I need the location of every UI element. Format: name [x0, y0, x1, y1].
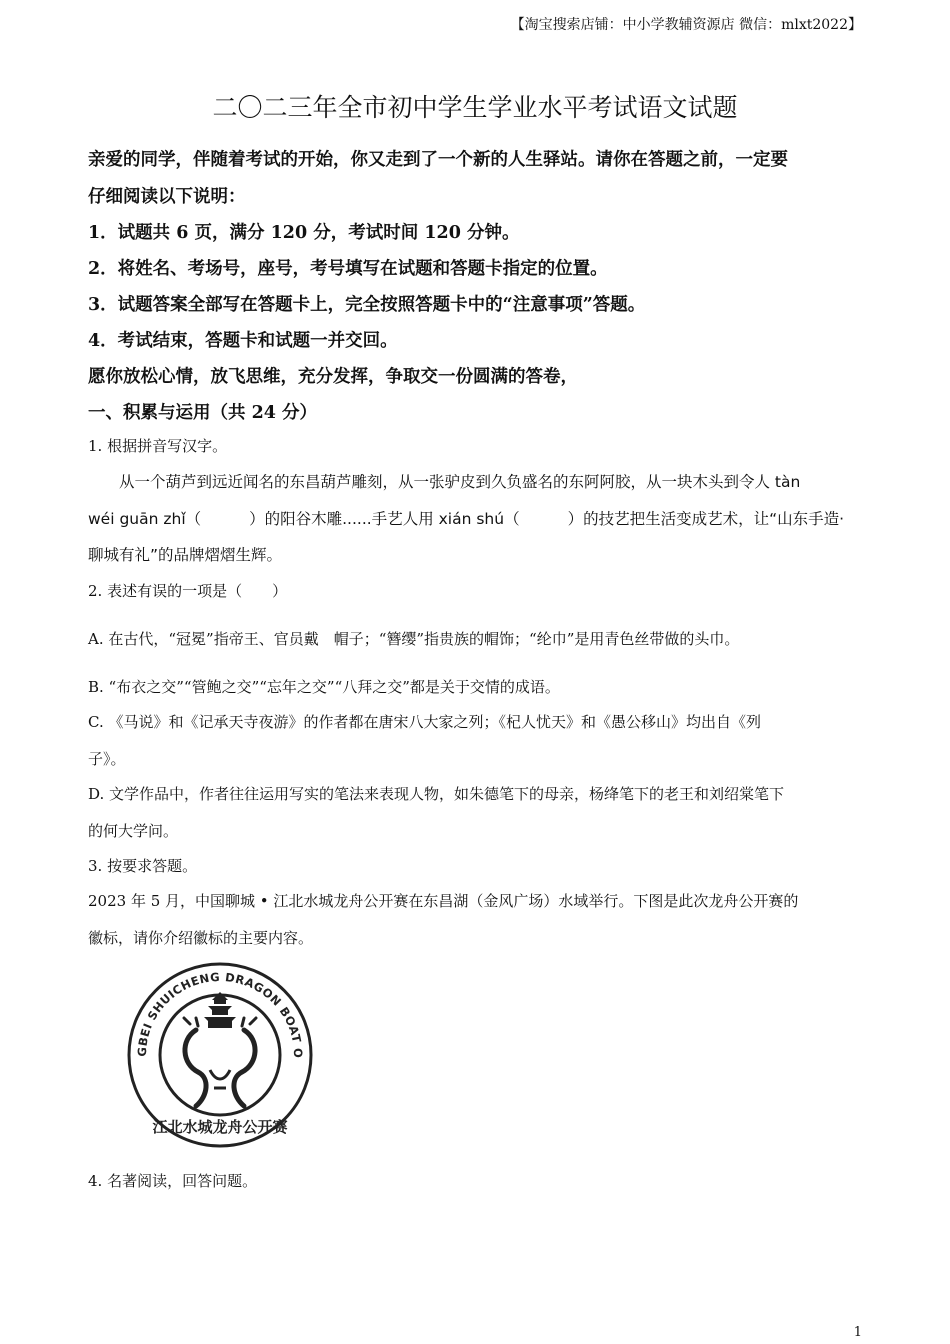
- q1-stem: 1. 根据拼音写汉字。: [88, 437, 228, 455]
- instruction-2: 2．将姓名、考场号，座号，考号填写在试题和答题卡指定的位置。: [88, 259, 608, 279]
- q4-stem: 4. 名著阅读，回答问题。: [88, 1172, 258, 1190]
- q1-passage-line-3: 聊城有礼”的品牌熠熠生辉。: [88, 546, 283, 564]
- intro-line-2: 仔细阅读以下说明：: [88, 187, 246, 207]
- q1-passage-tail: ）的技艺把生活变成艺术，让“山东手造·: [567, 510, 845, 528]
- q1-pinyin-1: wéi guān zhǐ（: [88, 510, 202, 528]
- instruction-1: 1．试题共 6 页，满分 120 分，考试时间 120 分钟。: [88, 223, 520, 243]
- q1-passage-line-2: [88, 507, 844, 529]
- q2-option-c-line-2: 子》。: [88, 750, 126, 768]
- dragon-icon-left: [184, 1018, 206, 1106]
- intro-wish: 愿你放松心情，放飞思维，充分发挥，争取交一份圆满的答卷，: [88, 367, 578, 387]
- logo-inner-text: 江北水城龙舟公开赛: [152, 1118, 288, 1136]
- q2-stem: 2. 表述有误的一项是（ ）: [88, 582, 288, 600]
- q2-option-d-line-2: 的何大学问。: [88, 822, 179, 840]
- dragon-boat-logo: [118, 960, 323, 1154]
- q2-option-b: B. “布衣之交”“管鲍之交”“忘年之交”“八拜之交”都是关于交情的成语。: [88, 678, 560, 696]
- q2-option-c-line-1: C. 《马说》和《记承天寺夜游》的作者都在唐宋八大家之列；《杞人忧天》和《愚公移山》均出自《列: [88, 713, 761, 731]
- q1-passage-line-1: 从一个葫芦到远近闻名的东昌葫芦雕刻，从一张驴皮到久负盛名的东阿阿胶，从一块木头到令人 tàn: [119, 473, 801, 491]
- boat-wave-icon: [210, 1070, 230, 1088]
- intro-line-1: 亲爱的同学，伴随着考试的开始，你又走到了一个新的人生驿站。请你在答题之前，一定要: [88, 150, 788, 170]
- logo-outer-text: GBEI SHUICHENG DRAGON BOAT O: [134, 969, 306, 1059]
- q3-stem: 3. 按要求答题。: [88, 857, 198, 875]
- instruction-3: 3．试题答案全部写在答题卡上，完全按照答题卡中的“注意事项”答题。: [88, 295, 646, 315]
- instruction-4: 4．考试结束，答题卡和试题一并交回。: [88, 331, 398, 351]
- q2-option-d-line-1: D. 文学作品中，作者往往运用写实的笔法来表现人物，如朱德笔下的母亲，杨绛笔下的老王和刘绍棠笔下: [88, 785, 785, 803]
- q2-option-a: A. 在古代，“冠冕”指帝王、官员戴 帽子；“簪缨”指贵族的帽饰；“纶巾”是用青色丝带做的头巾。: [88, 630, 740, 648]
- q1-pinyin-2: ）的阳谷木雕......手艺人用 xián shú（: [249, 510, 520, 528]
- dragon-icon-right: [234, 1018, 256, 1106]
- q3-text-line-2: 徽标，请你介绍徽标的主要内容。: [88, 929, 314, 947]
- section-heading: 一、积累与运用（共 24 分）: [88, 403, 318, 423]
- header-note: 【淘宝搜索店铺：中小学教辅资源店 微信：mlxt2022】: [510, 17, 862, 33]
- q3-text-line-1: 2023 年 5 月，中国聊城 • 江北水城龙舟公开赛在东昌湖（金风广场）水域举行。下图是此次龙舟公开赛的: [88, 892, 799, 910]
- page-number: 1: [853, 1325, 862, 1340]
- page-title: 二〇二三年全市初中学生学业水平考试语文试题: [212, 93, 738, 122]
